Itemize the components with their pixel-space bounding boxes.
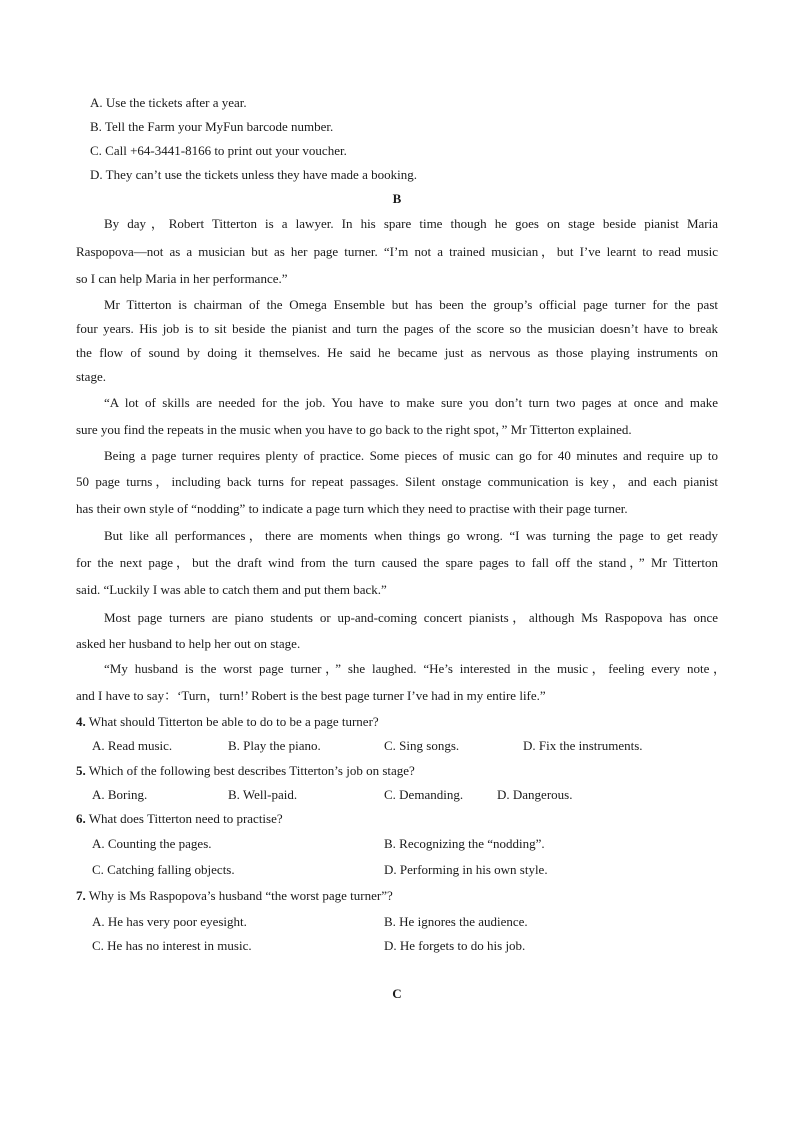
question-text: Which of the following best describes Titterton’s job on stage? bbox=[85, 763, 415, 778]
passage-line: has their own style of “nodding” to indicate a page turn which they need to practise with their page turner. bbox=[76, 501, 628, 516]
question-text: What does Titterton need to practise? bbox=[85, 811, 283, 826]
passage-line: sure you find the repeats in the music when you have to go back to the right spot，” Mr Titterton explained. bbox=[76, 422, 632, 437]
q5-option-a: A. Boring. bbox=[92, 787, 148, 802]
passage-line: for the next page，but the draft wind from the turn caused the spare pages to fall off the stand，” Mr Titterton bbox=[76, 555, 718, 570]
q4-option-d: D. Fix the instruments. bbox=[523, 738, 643, 753]
passage-line: and I have to say：‘Turn，turn!’ Robert is the best page turner I’ve had in my entire life.” bbox=[76, 688, 546, 703]
passage-line: asked her husband to help her out on stage. bbox=[76, 636, 301, 651]
q7-option-a: A. He has very poor eyesight. bbox=[92, 914, 247, 929]
passage-line: By day，Robert Titterton is a lawyer. In his spare time though he goes on stage beside pianist Maria bbox=[104, 216, 718, 231]
question-number: 7. bbox=[76, 888, 86, 903]
passage-line: 50 page turns，including back turns for repeat passages. Silent onstage communication is key，and each pianist bbox=[76, 474, 718, 489]
q4-option-c: C. Sing songs. bbox=[384, 738, 460, 753]
section-c-heading: C bbox=[392, 986, 402, 1001]
q6-option-a: A. Counting the pages. bbox=[92, 836, 212, 851]
q6-option-b: B. Recognizing the “nodding”. bbox=[384, 836, 545, 851]
question-7 bbox=[76, 888, 393, 904]
passage-line: said. “Luckily I was able to catch them and put them back.” bbox=[76, 582, 387, 597]
question-number: 6. bbox=[76, 811, 86, 826]
q7-option-c: C. He has no interest in music. bbox=[92, 938, 252, 953]
passage-line: Mr Titterton is chairman of the Omega Ensemble but has been the group’s official page turner for the past bbox=[104, 297, 718, 312]
q6-option-c: C. Catching falling objects. bbox=[92, 862, 235, 877]
passage-line: stage. bbox=[76, 369, 106, 384]
q7-option-b: B. He ignores the audience. bbox=[384, 914, 528, 929]
passage-line: so I can help Maria in her performance.” bbox=[76, 271, 288, 286]
passage-line: four years. His job is to sit beside the pianist and turn the pages of the score so the musician doesn’t have to break bbox=[76, 321, 718, 336]
q4-option-b: B. Play the piano. bbox=[228, 738, 321, 753]
q7-option-d: D. He forgets to do his job. bbox=[384, 938, 526, 953]
passage-line: Raspopova—not as a musician but as her page turner. “I’m not a trained musician，but I’ve learnt to read music bbox=[76, 244, 718, 259]
q4-option-a: A. Read music. bbox=[92, 738, 173, 753]
question-number: 5. bbox=[76, 763, 86, 778]
prev-option-d: D. They can’t use the tickets unless they have made a booking. bbox=[90, 167, 417, 182]
passage-line: Being a page turner requires plenty of practice. Some pieces of music can go for 40 minutes and require up to bbox=[104, 448, 718, 463]
question-5 bbox=[76, 763, 415, 779]
q6-option-d: D. Performing in his own style. bbox=[384, 862, 548, 877]
passage-line: But like all performances，there are moments when things go wrong. “I was turning the page to get ready bbox=[104, 528, 718, 543]
prev-option-b: B. Tell the Farm your MyFun barcode number. bbox=[90, 119, 334, 134]
passage-line: “A lot of skills are needed for the job. You have to make sure you don’t turn two pages at once and make bbox=[104, 395, 718, 410]
q5-option-c: C. Demanding. bbox=[384, 787, 464, 802]
question-text: Why is Ms Raspopova’s husband “the worst page turner”? bbox=[85, 888, 393, 903]
question-text: What should Titterton be able to do to be a page turner? bbox=[85, 714, 379, 729]
question-6 bbox=[76, 811, 283, 827]
prev-option-c: C. Call +64-3441-8166 to print out your voucher. bbox=[90, 143, 347, 158]
passage-line: “My husband is the worst page turner，” she laughed. “He’s interested in the music，feeling every note， bbox=[104, 661, 727, 676]
question-number: 4. bbox=[76, 714, 86, 729]
passage-line: the flow of sound by doing it themselves. He said he became just as nervous as those playing instruments on bbox=[76, 345, 718, 360]
question-4 bbox=[76, 714, 379, 730]
passage-line: Most page turners are piano students or up-and-coming concert pianists，although Ms Raspopova has once bbox=[104, 610, 718, 625]
prev-option-a: A. Use the tickets after a year. bbox=[90, 95, 247, 110]
section-b-heading: B bbox=[392, 191, 402, 206]
q5-option-d: D. Dangerous. bbox=[497, 787, 573, 802]
q5-option-b: B. Well-paid. bbox=[228, 787, 298, 802]
